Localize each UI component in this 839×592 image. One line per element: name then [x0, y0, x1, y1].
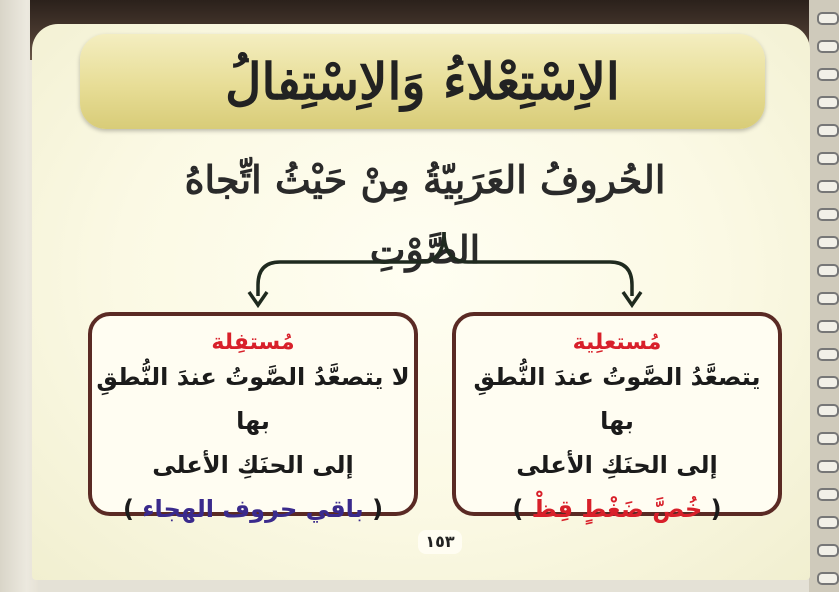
page-number: ١٥٣ [418, 530, 462, 554]
branch-line [444, 232, 632, 296]
letters-group [456, 487, 778, 531]
paren-open: ( [372, 495, 384, 523]
box-heading: مُستفِلة [211, 330, 295, 355]
box-description: لا يتصعَّدُ الصَّوتُ عندَ النُّطقِ بها [96, 363, 410, 435]
letters-text: باقي حروف الهجاء [142, 495, 364, 523]
page-subtitle: الحُروفُ العَرَبِيّةُ مِنْ حَيْثُ اتِّجاهُ الصَّوْتِ [184, 157, 666, 272]
mustaliya-box [452, 312, 782, 523]
paren-close: ) [512, 495, 524, 523]
mustafila-box [88, 312, 418, 523]
box-heading: مُستعلِية [572, 330, 662, 355]
box-description-2: إلى الحنَكِ الأعلى [152, 451, 354, 479]
paren-open: ( [710, 495, 722, 523]
letters-text: خُصَّ ضَغْطٍ قِظْ [531, 495, 703, 523]
branch-line [258, 232, 444, 296]
box-description: يتصعَّدُ الصَّوتُ عندَ النُّطقِ بها [473, 363, 761, 435]
box-description-2: إلى الحنَكِ الأعلى [516, 451, 718, 479]
letters-group [92, 487, 414, 531]
paren-close: ) [122, 495, 134, 523]
page-title: الاِسْتِعْلاءُ وَالاِسْتِفالُ [225, 52, 620, 111]
